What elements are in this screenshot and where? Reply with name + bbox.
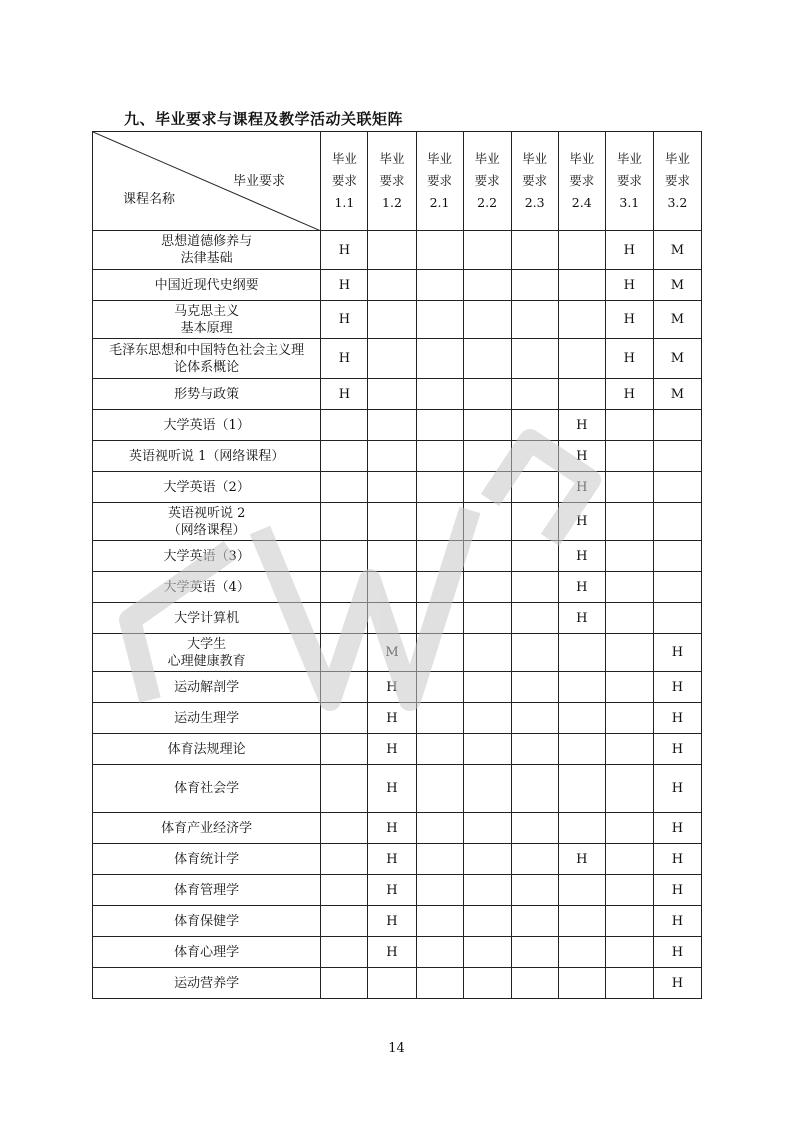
relevance-mark-cell — [511, 875, 558, 906]
course-name-cell — [93, 672, 321, 703]
course-name-cell — [93, 301, 321, 339]
course-name-line: 心理健康教育 — [167, 653, 246, 669]
relevance-mark-cell — [653, 410, 701, 441]
page-number: 14 — [388, 1041, 405, 1056]
relevance-mark-cell — [321, 503, 368, 541]
relevance-mark-cell — [416, 410, 463, 441]
table-row — [93, 410, 702, 441]
relevance-mark-cell — [511, 813, 558, 844]
relevance-mark-cell — [463, 541, 511, 572]
relevance-mark-cell: M — [653, 339, 701, 379]
relevance-mark-cell — [605, 472, 653, 503]
relevance-mark-cell: H — [605, 339, 653, 379]
course-name-line: 体育心理学 — [174, 944, 240, 960]
relevance-mark-cell — [653, 603, 701, 634]
course-name-line: 体育法规理论 — [167, 741, 246, 757]
course-name-cell — [93, 937, 321, 968]
relevance-mark-cell — [463, 844, 511, 875]
relevance-mark-cell — [605, 634, 653, 672]
table-row — [93, 703, 702, 734]
course-name-line: 大学计算机 — [174, 610, 240, 626]
relevance-mark-cell: H — [653, 875, 701, 906]
course-name-line: 思想道德修养与 — [161, 234, 253, 249]
table-row — [93, 301, 702, 339]
relevance-mark-cell: H — [368, 875, 416, 906]
relevance-mark-cell: H — [653, 703, 701, 734]
relevance-mark-cell — [368, 603, 416, 634]
course-name-line: 运动解剖学 — [174, 679, 240, 695]
relevance-mark-cell — [558, 231, 605, 270]
relevance-mark-cell — [511, 968, 558, 999]
course-name-cell — [93, 813, 321, 844]
relevance-mark-cell — [416, 441, 463, 472]
relevance-mark-cell — [463, 634, 511, 672]
table-row — [93, 541, 702, 572]
course-name-line: 运动营养学 — [174, 975, 240, 991]
relevance-mark-cell: M — [653, 301, 701, 339]
table-row — [93, 231, 702, 270]
relevance-mark-cell — [558, 813, 605, 844]
table-row — [93, 634, 702, 672]
relevance-mark-cell — [511, 410, 558, 441]
course-name-cell — [93, 968, 321, 999]
table-row — [93, 734, 702, 765]
relevance-mark-cell — [321, 541, 368, 572]
relevance-mark-cell: H — [558, 472, 605, 503]
relevance-mark-cell — [463, 875, 511, 906]
relevance-mark-cell — [653, 441, 701, 472]
relevance-mark-cell — [511, 379, 558, 410]
section-title: 九、毕业要求与课程及教学活动关联矩阵 — [124, 110, 404, 128]
relevance-mark-cell — [511, 703, 558, 734]
relevance-mark-cell — [463, 339, 511, 379]
relevance-mark-cell — [368, 503, 416, 541]
relevance-mark-cell — [368, 339, 416, 379]
relevance-mark-cell — [511, 339, 558, 379]
course-name-line: 体育社会学 — [174, 781, 240, 796]
relevance-mark-cell: H — [558, 572, 605, 603]
relevance-mark-cell — [463, 813, 511, 844]
relevance-mark-cell: H — [558, 441, 605, 472]
relevance-mark-cell — [416, 231, 463, 270]
relevance-mark-cell — [321, 844, 368, 875]
relevance-mark-cell — [321, 603, 368, 634]
course-name-line: 大学英语（1） — [163, 417, 250, 433]
relevance-mark-cell — [416, 968, 463, 999]
relevance-mark-cell: H — [321, 339, 368, 379]
course-name-cell — [93, 379, 321, 410]
table-row — [93, 472, 702, 503]
table-row — [93, 270, 702, 301]
relevance-mark-cell — [605, 603, 653, 634]
column-header: 毕业 要求 1.2 — [368, 132, 416, 231]
relevance-mark-cell — [558, 301, 605, 339]
relevance-mark-cell: H — [558, 410, 605, 441]
course-requirement-matrix — [92, 131, 702, 999]
relevance-mark-cell: H — [653, 634, 701, 672]
relevance-mark-cell: H — [653, 968, 701, 999]
relevance-mark-cell — [558, 672, 605, 703]
relevance-mark-cell — [321, 734, 368, 765]
relevance-mark-cell — [416, 339, 463, 379]
relevance-mark-cell — [321, 813, 368, 844]
relevance-mark-cell: H — [653, 765, 701, 813]
relevance-mark-cell — [463, 765, 511, 813]
relevance-mark-cell: H — [368, 765, 416, 813]
relevance-mark-cell: H — [653, 813, 701, 844]
course-name-cell — [93, 339, 321, 379]
relevance-mark-cell: H — [368, 906, 416, 937]
course-name-line: 体育统计学 — [174, 851, 240, 867]
relevance-mark-cell — [558, 968, 605, 999]
course-name-cell — [93, 765, 321, 813]
course-name-cell — [93, 441, 321, 472]
relevance-mark-cell — [511, 634, 558, 672]
relevance-mark-cell — [511, 301, 558, 339]
relevance-mark-cell — [558, 734, 605, 765]
course-name-cell — [93, 231, 321, 270]
relevance-mark-cell — [511, 541, 558, 572]
column-header: 毕业 要求 3.1 — [605, 132, 653, 231]
course-name-cell — [93, 541, 321, 572]
relevance-mark-cell — [605, 765, 653, 813]
course-name-line: 大学英语（2） — [163, 479, 250, 495]
relevance-mark-cell — [463, 231, 511, 270]
relevance-mark-cell: H — [653, 734, 701, 765]
relevance-mark-cell — [463, 472, 511, 503]
course-name-line: 法律基础 — [180, 251, 233, 266]
relevance-mark-cell — [416, 472, 463, 503]
relevance-mark-cell — [321, 937, 368, 968]
relevance-mark-cell — [416, 937, 463, 968]
relevance-mark-cell — [605, 672, 653, 703]
relevance-mark-cell — [368, 441, 416, 472]
relevance-mark-cell — [511, 441, 558, 472]
relevance-mark-cell — [605, 410, 653, 441]
relevance-mark-cell: H — [605, 379, 653, 410]
relevance-mark-cell — [511, 472, 558, 503]
course-name-line: 基本原理 — [180, 320, 233, 336]
relevance-mark-cell — [416, 672, 463, 703]
relevance-mark-cell — [463, 379, 511, 410]
relevance-mark-cell — [368, 572, 416, 603]
relevance-mark-cell — [416, 541, 463, 572]
relevance-mark-cell — [368, 472, 416, 503]
course-name-cell — [93, 603, 321, 634]
diagonal-line — [93, 132, 321, 231]
relevance-mark-cell — [416, 765, 463, 813]
relevance-mark-cell — [558, 634, 605, 672]
relevance-mark-cell — [463, 410, 511, 441]
course-name-line: 中国近现代史纲要 — [154, 277, 259, 293]
relevance-mark-cell — [416, 813, 463, 844]
relevance-mark-cell — [463, 270, 511, 301]
relevance-mark-cell: H — [368, 734, 416, 765]
course-name-cell — [93, 634, 321, 672]
relevance-mark-cell — [416, 734, 463, 765]
course-name-cell — [93, 503, 321, 541]
column-header: 毕业 要求 1.1 — [321, 132, 368, 231]
table-row — [93, 672, 702, 703]
relevance-mark-cell — [511, 603, 558, 634]
relevance-mark-cell — [463, 603, 511, 634]
table-row — [93, 603, 702, 634]
relevance-mark-cell — [368, 301, 416, 339]
relevance-mark-cell — [416, 875, 463, 906]
relevance-mark-cell — [368, 270, 416, 301]
course-name-line: 英语视听说 1（网络课程） — [128, 448, 285, 464]
relevance-mark-cell — [416, 572, 463, 603]
relevance-mark-cell: H — [321, 270, 368, 301]
relevance-mark-cell — [416, 634, 463, 672]
column-header: 毕业 要求 2.3 — [511, 132, 558, 231]
relevance-mark-cell — [511, 231, 558, 270]
course-name-line: 体育产业经济学 — [161, 820, 253, 836]
relevance-mark-cell — [321, 968, 368, 999]
table-row — [93, 813, 702, 844]
relevance-mark-cell — [463, 672, 511, 703]
relevance-mark-cell — [321, 906, 368, 937]
relevance-mark-cell — [321, 765, 368, 813]
relevance-mark-cell: H — [321, 301, 368, 339]
relevance-mark-cell: M — [368, 634, 416, 672]
relevance-mark-cell: H — [368, 672, 416, 703]
relevance-mark-cell — [463, 906, 511, 937]
relevance-mark-cell — [321, 703, 368, 734]
relevance-mark-cell — [511, 765, 558, 813]
relevance-mark-cell — [416, 703, 463, 734]
course-name-line: 体育管理学 — [174, 882, 240, 898]
relevance-mark-cell — [368, 231, 416, 270]
relevance-mark-cell — [368, 379, 416, 410]
relevance-mark-cell — [558, 937, 605, 968]
course-name-cell — [93, 844, 321, 875]
relevance-mark-cell — [605, 906, 653, 937]
relevance-mark-cell — [605, 844, 653, 875]
relevance-mark-cell: H — [558, 603, 605, 634]
course-name-cell — [93, 270, 321, 301]
relevance-mark-cell — [416, 906, 463, 937]
table-row — [93, 572, 702, 603]
relevance-mark-cell — [321, 634, 368, 672]
course-name-cell — [93, 875, 321, 906]
relevance-mark-cell: H — [321, 379, 368, 410]
relevance-mark-cell — [558, 270, 605, 301]
column-header: 毕业 要求 2.4 — [558, 132, 605, 231]
course-name-cell — [93, 472, 321, 503]
relevance-mark-cell — [605, 968, 653, 999]
table-row — [93, 875, 702, 906]
relevance-mark-cell — [558, 379, 605, 410]
relevance-mark-cell — [605, 875, 653, 906]
table-row — [93, 503, 702, 541]
relevance-mark-cell — [321, 672, 368, 703]
relevance-mark-cell — [511, 672, 558, 703]
table-row — [93, 339, 702, 379]
relevance-mark-cell: H — [558, 844, 605, 875]
relevance-mark-cell — [321, 441, 368, 472]
header-row — [93, 132, 702, 231]
relevance-mark-cell — [463, 503, 511, 541]
relevance-mark-cell — [605, 813, 653, 844]
relevance-mark-cell — [511, 270, 558, 301]
relevance-mark-cell — [463, 572, 511, 603]
relevance-mark-cell — [558, 906, 605, 937]
relevance-mark-cell: H — [368, 844, 416, 875]
relevance-mark-cell — [511, 937, 558, 968]
relevance-mark-cell — [605, 734, 653, 765]
relevance-mark-cell — [653, 503, 701, 541]
relevance-mark-cell: H — [321, 231, 368, 270]
course-name-line: （网络课程） — [167, 522, 246, 538]
relevance-mark-cell — [605, 541, 653, 572]
relevance-mark-cell — [558, 703, 605, 734]
relevance-mark-cell: H — [605, 270, 653, 301]
table-row — [93, 441, 702, 472]
relevance-mark-cell — [368, 410, 416, 441]
column-header: 毕业 要求 3.2 — [653, 132, 701, 231]
relevance-mark-cell — [321, 572, 368, 603]
graduation-requirement-label: 毕业要求 — [233, 174, 286, 189]
relevance-mark-cell — [321, 875, 368, 906]
relevance-mark-cell — [558, 339, 605, 379]
relevance-mark-cell: M — [653, 379, 701, 410]
relevance-mark-cell — [463, 703, 511, 734]
relevance-mark-cell: M — [653, 270, 701, 301]
relevance-mark-cell: H — [558, 541, 605, 572]
relevance-mark-cell — [321, 472, 368, 503]
relevance-mark-cell — [605, 441, 653, 472]
relevance-mark-cell: H — [368, 813, 416, 844]
relevance-mark-cell — [463, 734, 511, 765]
table-row — [93, 968, 702, 999]
course-name-line: 毛泽东思想和中国特色社会主义理 — [109, 342, 305, 358]
relevance-mark-cell — [416, 844, 463, 875]
relevance-mark-cell — [416, 379, 463, 410]
relevance-mark-cell — [511, 572, 558, 603]
relevance-mark-cell — [558, 765, 605, 813]
course-name-cell — [93, 906, 321, 937]
relevance-mark-cell — [511, 503, 558, 541]
relevance-mark-cell: H — [368, 937, 416, 968]
relevance-mark-cell — [653, 472, 701, 503]
relevance-mark-cell — [605, 572, 653, 603]
column-header: 毕业 要求 2.1 — [416, 132, 463, 231]
relevance-mark-cell — [368, 968, 416, 999]
course-name-line: 大学生 — [187, 636, 227, 652]
course-name-line: 英语视听说 2 — [167, 505, 246, 521]
relevance-mark-cell — [558, 875, 605, 906]
course-name-cell — [93, 572, 321, 603]
column-header: 毕业 要求 2.2 — [463, 132, 511, 231]
relevance-mark-cell — [653, 572, 701, 603]
table-row — [93, 844, 702, 875]
relevance-mark-cell — [416, 301, 463, 339]
relevance-mark-cell: H — [605, 301, 653, 339]
relevance-mark-cell: H — [368, 703, 416, 734]
course-name-line: 论体系概论 — [174, 359, 240, 375]
relevance-mark-cell: M — [653, 231, 701, 270]
relevance-mark-cell: H — [653, 906, 701, 937]
relevance-mark-cell: H — [653, 672, 701, 703]
relevance-mark-cell — [416, 503, 463, 541]
relevance-mark-cell — [416, 603, 463, 634]
relevance-mark-cell: H — [558, 503, 605, 541]
table-row — [93, 906, 702, 937]
relevance-mark-cell — [511, 844, 558, 875]
relevance-mark-cell — [463, 968, 511, 999]
relevance-mark-cell — [368, 541, 416, 572]
relevance-mark-cell: H — [653, 937, 701, 968]
relevance-mark-cell — [511, 734, 558, 765]
table-row — [93, 379, 702, 410]
course-name-line: 大学英语（4） — [163, 579, 250, 595]
relevance-mark-cell — [653, 541, 701, 572]
relevance-mark-cell — [321, 410, 368, 441]
relevance-mark-cell — [605, 703, 653, 734]
course-name-line: 形势与政策 — [174, 386, 240, 402]
course-name-label: 课程名称 — [123, 192, 176, 207]
relevance-mark-cell — [463, 301, 511, 339]
course-name-cell — [93, 703, 321, 734]
course-name-line: 大学英语（3） — [163, 548, 250, 564]
course-name-line: 马克思主义 — [174, 303, 240, 319]
relevance-mark-cell — [605, 937, 653, 968]
course-name-cell — [93, 410, 321, 441]
table-row — [93, 765, 702, 813]
course-name-line: 体育保健学 — [174, 913, 240, 929]
relevance-mark-cell — [463, 441, 511, 472]
relevance-mark-cell: H — [605, 231, 653, 270]
course-name-line: 运动生理学 — [174, 710, 240, 726]
relevance-mark-cell — [605, 503, 653, 541]
diagonal-header-cell — [93, 132, 321, 231]
relevance-mark-cell: H — [653, 844, 701, 875]
course-name-cell — [93, 734, 321, 765]
table-row — [93, 937, 702, 968]
relevance-mark-cell — [416, 270, 463, 301]
relevance-mark-cell — [463, 937, 511, 968]
relevance-mark-cell — [511, 906, 558, 937]
